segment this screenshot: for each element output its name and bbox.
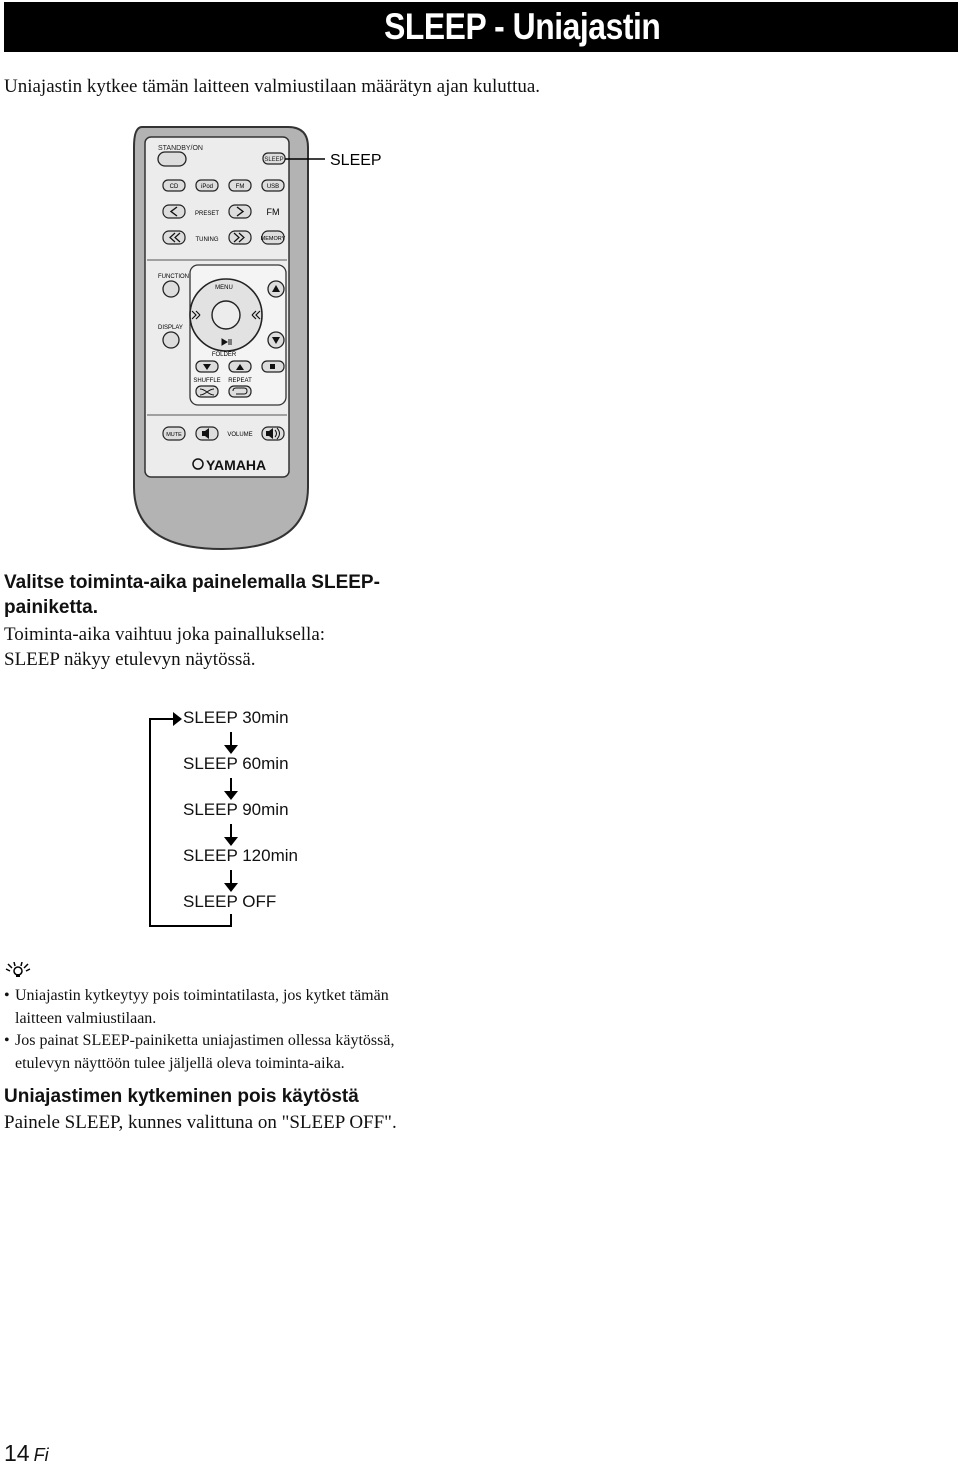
enter-button[interactable] (212, 301, 240, 329)
sleep-callout-label: SLEEP (330, 152, 382, 169)
fm-band-label: FM (266, 207, 280, 217)
mute-label: MUTE (166, 432, 182, 438)
step-heading-line: Valitse toiminta-aika painelemalla SLEEP- (4, 572, 380, 593)
step-heading (4, 570, 444, 620)
sequence-item: SLEEP 60min (183, 754, 289, 773)
tips-list (4, 985, 464, 1075)
arrow-down-icon (224, 837, 238, 846)
tip-line: laitteen valmiustilaan. (15, 1009, 157, 1027)
page-footer (4, 1440, 49, 1467)
display-button[interactable] (163, 332, 179, 348)
function-button[interactable] (163, 281, 179, 297)
language-code: Fi (33, 1445, 49, 1465)
arrow-down-icon (224, 883, 238, 892)
standby-button[interactable] (158, 152, 186, 166)
memory-label: MEMORY (260, 236, 286, 242)
tip-line: • Jos painat SLEEP-painiketta uniajastimen ollessa käytössä, (15, 1032, 395, 1049)
remote-control-illustration (130, 125, 400, 555)
tip-item (4, 1030, 464, 1075)
display-label: DISPLAY (158, 325, 183, 331)
sleep-button-label: SLEEP (264, 157, 284, 163)
step-body-line: SLEEP näkyy etulevyn näytössä. (4, 649, 256, 670)
tuning-up-button[interactable] (229, 231, 251, 244)
brand-logo: YAMAHA (206, 457, 267, 473)
intro-text: Uniajastin kytkee tämän laitteen valmiustilaan määrätyn ajan kuluttua. (4, 76, 541, 97)
step-heading-line: painiketta. (4, 597, 98, 618)
arrow-down-icon (224, 791, 238, 800)
standby-label: STANDBY/ON (158, 145, 203, 152)
lightbulb-tip-icon (5, 962, 31, 978)
tip-line: • Uniajastin kytkeytyy pois toimintatilasta, jos kytket tämän (15, 987, 389, 1004)
shuffle-label: SHUFFLE (193, 378, 221, 384)
stop-icon (270, 364, 275, 369)
page-number: 14 (4, 1440, 30, 1466)
cancel-heading: Uniajastimen kytkeminen pois käytöstä (4, 1086, 359, 1107)
repeat-label: REPEAT (228, 378, 252, 384)
tip-line: etulevyn näyttöön tulee jäljellä oleva toiminta-aika. (15, 1054, 345, 1072)
menu-label: MENU (215, 285, 233, 291)
tuning-label: TUNING (195, 237, 219, 243)
folder-label: FOLDER (211, 352, 237, 358)
ipod-label: iPod (200, 184, 214, 190)
usb-label: USB (266, 184, 280, 190)
preset-prev-button[interactable] (163, 205, 185, 218)
preset-label: PRESET (194, 211, 220, 217)
fm-label: FM (235, 184, 245, 190)
volume-label: VOLUME (227, 432, 253, 438)
cancel-body: Painele SLEEP, kunnes valittuna on "SLEEP OFF". (4, 1112, 397, 1133)
preset-next-button[interactable] (229, 205, 251, 218)
sequence-item: SLEEP 30min (183, 708, 289, 727)
step-body (4, 622, 504, 672)
cd-label: CD (169, 184, 179, 190)
page-title: SLEEP - Uniajastin (384, 6, 661, 47)
tip-item (4, 985, 464, 1030)
step-body-line: Toiminta-aika vaihtuu joka painalluksella: (4, 624, 326, 645)
arrow-right-icon (173, 712, 182, 726)
function-label: FUNCTION (158, 274, 189, 280)
sequence-item: SLEEP 120min (183, 846, 298, 865)
sequence-item: SLEEP OFF (183, 892, 277, 911)
header-bar (4, 2, 958, 52)
sequence-item: SLEEP 90min (183, 800, 289, 819)
tuning-down-button[interactable] (163, 231, 185, 244)
arrow-down-icon (224, 745, 238, 754)
